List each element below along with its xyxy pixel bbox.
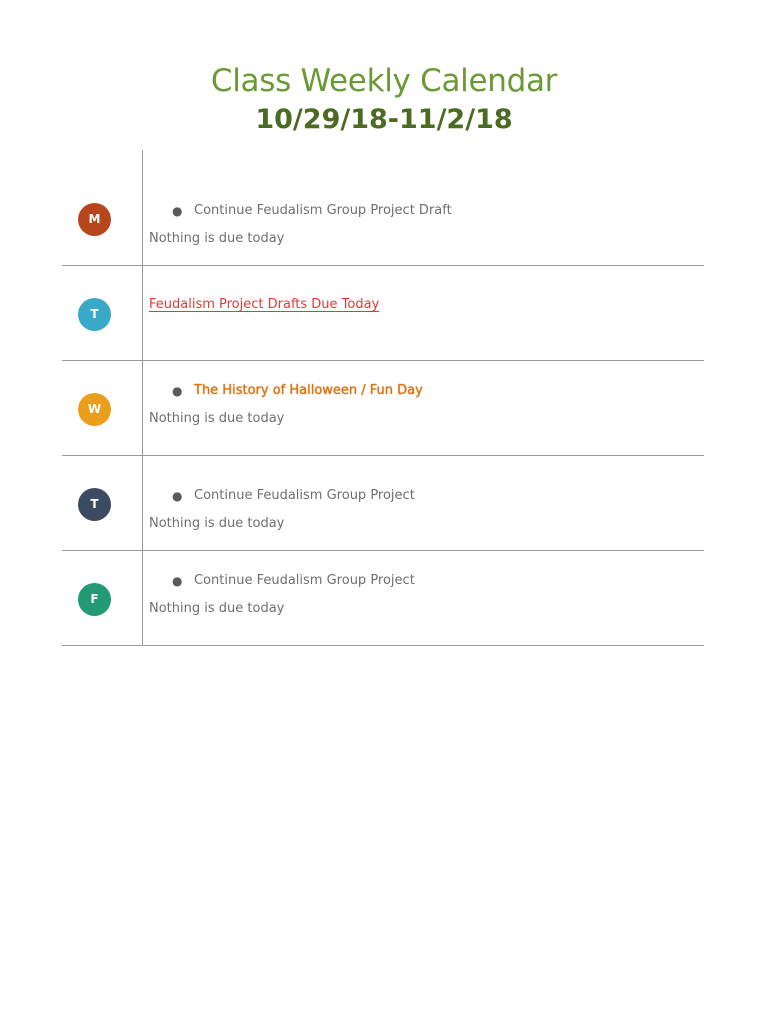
task-text: Continue Feudalism Group Project Draft xyxy=(194,203,452,218)
day-content-wednesday xyxy=(149,381,704,429)
bullet-icon: ● xyxy=(172,204,183,218)
day-row-thursday xyxy=(62,456,704,551)
bullet-icon: ● xyxy=(172,489,183,503)
task-text: The History of Halloween / Fun Day xyxy=(194,383,423,398)
day-row-friday xyxy=(62,551,704,646)
day-badge-tuesday: T xyxy=(78,298,111,331)
due-today-link[interactable]: Feudalism Project Drafts Due Today xyxy=(149,297,380,312)
page-title: Class Weekly Calendar xyxy=(210,63,558,99)
due-note: Nothing is due today xyxy=(149,516,285,531)
day-content-friday xyxy=(149,571,704,619)
column-divider xyxy=(142,150,143,645)
day-badge-thursday: T xyxy=(78,488,111,521)
task-text: Continue Feudalism Group Project xyxy=(194,573,415,588)
list-item xyxy=(149,486,704,506)
list-item xyxy=(149,571,704,591)
day-badge-monday: M xyxy=(78,203,111,236)
list-item xyxy=(149,201,704,221)
day-content-monday xyxy=(149,201,704,249)
day-badge-friday: F xyxy=(78,583,111,616)
day-row-tuesday xyxy=(62,266,704,361)
bullet-icon: ● xyxy=(172,384,183,398)
due-note: Nothing is due today xyxy=(149,601,285,616)
calendar-header xyxy=(0,60,768,138)
due-note: Nothing is due today xyxy=(149,231,285,246)
task-text: Continue Feudalism Group Project xyxy=(194,488,415,503)
date-range: 10/29/18-11/2/18 xyxy=(255,104,513,135)
day-badge-wednesday: W xyxy=(78,393,111,426)
due-note: Nothing is due today xyxy=(149,411,285,426)
day-row-monday xyxy=(62,150,704,266)
day-content-tuesday xyxy=(149,295,704,315)
day-row-wednesday xyxy=(62,361,704,456)
day-content-thursday xyxy=(149,486,704,534)
list-item xyxy=(149,381,704,401)
bullet-icon: ● xyxy=(172,574,183,588)
